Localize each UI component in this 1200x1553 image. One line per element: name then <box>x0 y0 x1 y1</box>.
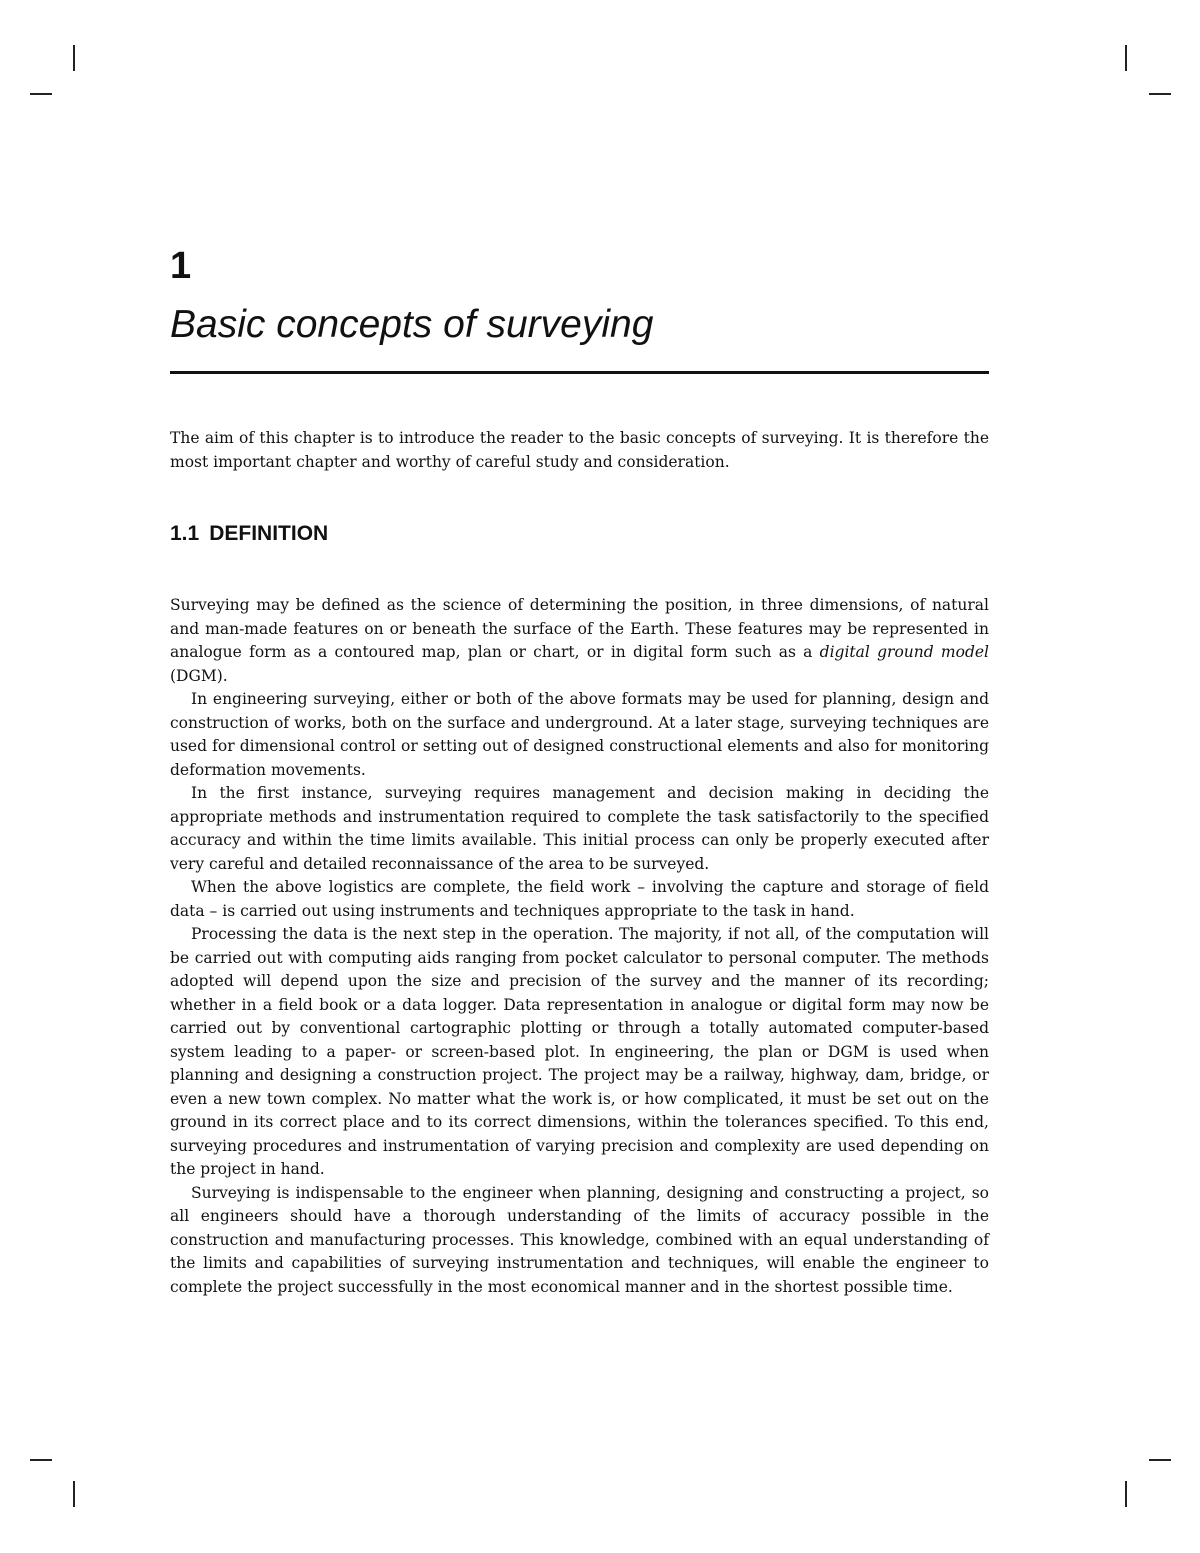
chapter-number: 1 <box>170 245 192 287</box>
title-rule <box>170 371 989 374</box>
paragraph-1-term: digital ground model <box>819 643 989 661</box>
chapter-title: Basic concepts of surveying <box>170 303 654 346</box>
crop-mark-top-left-vertical <box>73 45 75 71</box>
chapter-intro: The aim of this chapter is to introduce the reader to the basic concepts of surveying. It is therefore the most important chapter and worthy of careful study and consideration. <box>170 429 989 471</box>
crop-mark-top-right-vertical <box>1125 45 1127 71</box>
crop-mark-bottom-left-vertical <box>73 1481 75 1507</box>
section-title: DEFINITION <box>209 522 329 545</box>
paragraph-1-text-a: Surveying may be defined as the science of determining the position, in three dimensions, of natural and man-made features on or beneath the surface of the Earth. These features may be represented in analogue form as a contoured map, plan or chart, or in digital form such as a <box>170 596 989 661</box>
paragraph-3: In the first instance, surveying requires management and decision making in deciding the appropriate methods and instrumentation required to complete the task satisfactorily to the specified accuracy and within the time limits available. This initial process can only be properly executed after very careful and detailed reconnaissance of the area to be surveyed. <box>170 784 989 873</box>
paragraph-5: Processing the data is the next step in the operation. The majority, if not all, of the computation will be carried out with computing aids ranging from pocket calculator to personal computer. The methods adopted will depend upon the size and precision of the survey and the manner of its recording; whether in a field book or a data logger. Data representation in analogue or digital form may now be carried out by conventional cartographic plotting or through a totally automated computer-based system leading to a paper- or screen-based plot. In engineering, the plan or DGM is used when planning and designing a construction project. The project may be a railway, highway, dam, bridge, or even a new town complex. No matter what the work is, or how complicated, it must be set out on the ground in its correct place and to its correct dimensions, within the tolerances specified. To this end, surveying procedures and instrumentation of varying precision and complexity are used depending on the project in hand. <box>170 925 989 1178</box>
crop-mark-bottom-left-horizontal <box>30 1459 52 1461</box>
section-number: 1.1 <box>170 522 200 545</box>
crop-mark-bottom-right-horizontal <box>1149 1459 1171 1461</box>
crop-mark-top-left-horizontal <box>30 93 52 95</box>
paragraph-1-text-b: (DGM). <box>170 666 228 685</box>
paragraph-4: When the above logistics are complete, the field work – involving the capture and storage of field data – is carried out using instruments and techniques appropriate to the task in hand. <box>170 878 989 920</box>
paragraph-6: Surveying is indispensable to the engineer when planning, designing and constructing a project, so all engineers should have a thorough understanding of the limits of accuracy possible in the construction and manufacturing processes. This knowledge, combined with an equal understanding of the limits and capabilities of surveying instrumentation and techniques, will enable the engineer to complete the project successfully in the most economical manner and in the shortest possible time. <box>170 1183 989 1296</box>
paragraph-1 <box>170 594 989 688</box>
crop-mark-bottom-right-vertical <box>1125 1481 1127 1507</box>
section-body <box>170 594 989 1299</box>
crop-mark-top-right-horizontal <box>1149 93 1171 95</box>
section-heading <box>170 519 328 549</box>
paragraph-2: In engineering surveying, either or both of the above formats may be used for planning, design and construction of works, both on the surface and underground. At a later stage, surveying techniques are used for dimensional control or setting out of designed constructional elements and also for monitoring deformation movements. <box>170 690 989 779</box>
